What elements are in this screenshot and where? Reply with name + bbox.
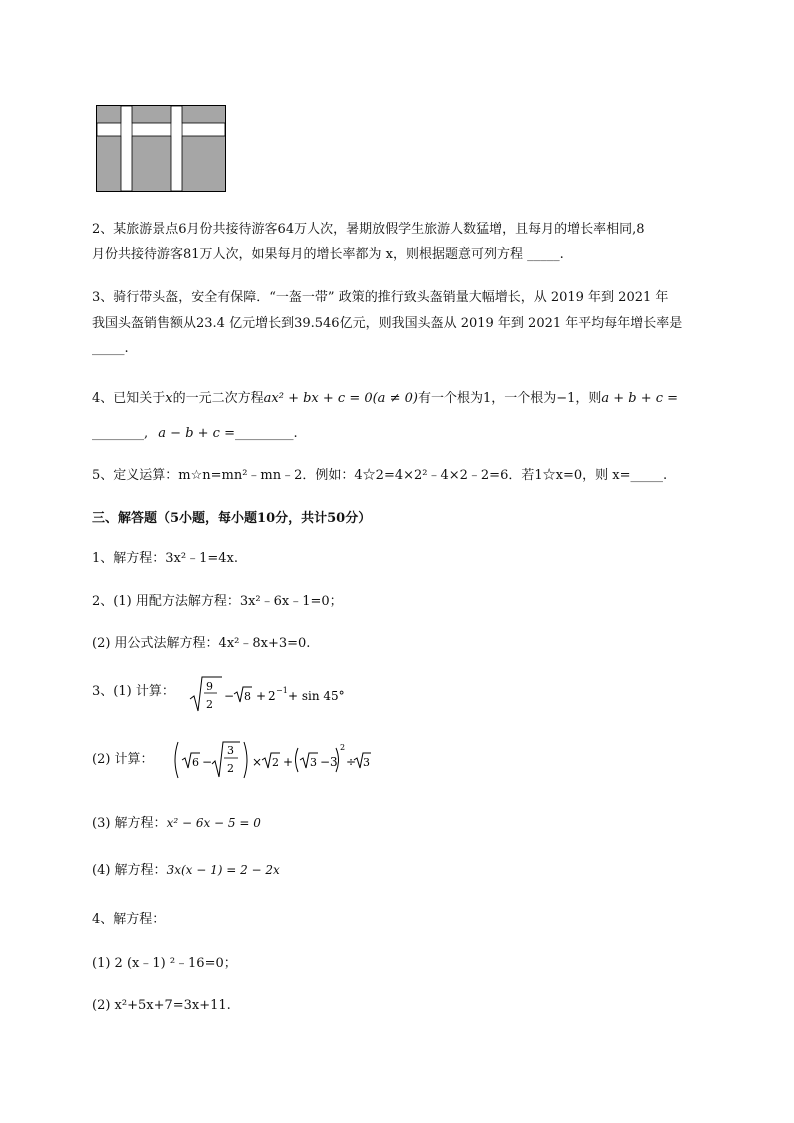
svg-text:−1: −1 bbox=[276, 686, 288, 695]
cross-join-right bbox=[171, 123, 181, 135]
svg-text:3: 3 bbox=[363, 756, 370, 769]
problem-3-line-3: _____. bbox=[92, 341, 129, 356]
q3-part1-expression bbox=[188, 674, 345, 714]
solve-q2-part2: (2) 用公式法解方程：4x²﹣8x+3=0. bbox=[92, 636, 311, 651]
solve-q3-part3-label: (3) 解方程： bbox=[92, 816, 167, 831]
svg-text:−: − bbox=[224, 689, 235, 703]
problem-2-line-1: 2、某旅游景点6月份共接待游客64万人次，暑期放假学生旅游人数猛增，且每月的增长率相同,8 bbox=[92, 222, 645, 237]
problem-4-mid: 的一元二次方程 bbox=[172, 391, 264, 406]
solve-q2-part1: 2、(1) 用配方法解方程：3x²﹣6x﹣1=0； bbox=[92, 594, 343, 609]
svg-text:2: 2 bbox=[340, 743, 346, 752]
problem-2-line-2: 月份共接待游客81万人次，如果每月的增长率都为 x，则根据题意可列方程 _____. bbox=[92, 247, 564, 262]
problem-3-line-1: 3、骑行带头盔，安全有保障．“一盔一带” 政策的推行致头盔销量大幅增长，从 2019 年到 2021 年 bbox=[92, 290, 669, 305]
solve-q3-part4-label: (4) 解方程： bbox=[92, 863, 167, 878]
problem-4-blank-1: ________, bbox=[92, 426, 149, 441]
problem-4-blank-2: _________. bbox=[234, 426, 298, 441]
svg-text:+: + bbox=[283, 755, 294, 769]
solve-q4-head: 4、解方程： bbox=[92, 912, 166, 927]
road-figure bbox=[96, 105, 228, 193]
problem-4-tail: 有一个根为1，一个根为−1，则 bbox=[417, 391, 602, 406]
problem-4-ask-1: a + b + c = bbox=[601, 391, 679, 406]
svg-text:2: 2 bbox=[206, 698, 213, 711]
svg-text:6: 6 bbox=[192, 756, 199, 769]
problem-4-lead: 4、已知关于 bbox=[92, 391, 166, 406]
problem-3-line-2: 我国头盔销售额从23.4 亿元增长到39.546亿元，则我国头盔从 2019 年到 2021 年平均每年增长率是 bbox=[92, 316, 683, 331]
problem-4-equation: ax² + bx + c = 0(a ≠ 0) bbox=[263, 391, 418, 406]
svg-text:2: 2 bbox=[268, 689, 276, 703]
solve-q4-part1: (1) 2 (x﹣1) ²﹣16=0； bbox=[92, 956, 237, 971]
q3-part2-expression bbox=[172, 738, 372, 782]
svg-text:2: 2 bbox=[227, 762, 234, 775]
svg-text:2: 2 bbox=[272, 756, 279, 769]
solve-q3-part3-equation: x² − 6x − 5 = 0 bbox=[166, 816, 261, 830]
solve-q3-part3 bbox=[92, 815, 261, 832]
vertical-road-left bbox=[121, 106, 132, 191]
svg-text:+: + bbox=[256, 689, 267, 703]
vertical-road-right bbox=[171, 106, 182, 191]
problem-4-ask-2: a − b + c = bbox=[158, 426, 235, 441]
solve-q3-part1-label: 3、(1) 计算： bbox=[92, 684, 175, 699]
svg-text:÷: ÷ bbox=[346, 755, 357, 769]
svg-text:+ sin 45°: + sin 45° bbox=[288, 689, 345, 703]
svg-text:3: 3 bbox=[310, 756, 317, 769]
svg-text:−: − bbox=[202, 755, 213, 769]
horizontal-road bbox=[97, 123, 225, 136]
solve-q3-part2-label: (2) 计算： bbox=[92, 752, 154, 767]
svg-text:×: × bbox=[252, 755, 263, 769]
svg-text:9: 9 bbox=[206, 680, 213, 693]
problem-5-line: 5、定义运算：m☆n=mn²﹣mn﹣2．例如：4☆2=4×2²﹣4×2﹣2=6．若1☆x=0，则 x=_____. bbox=[92, 468, 668, 483]
field-rect bbox=[97, 106, 226, 192]
solve-q4-part2: (2) x²+5x+7=3x+11. bbox=[92, 998, 231, 1013]
problem-4-var: x bbox=[165, 391, 173, 406]
svg-text:−3: −3 bbox=[320, 755, 338, 769]
solve-q1: 1、解方程：3x²﹣1=4x. bbox=[92, 551, 238, 566]
solve-q3-part4-equation: 3x(x − 1) = 2 − 2x bbox=[166, 863, 280, 877]
problem-4-line-2 bbox=[92, 426, 298, 442]
cross-join-left bbox=[121, 123, 131, 135]
svg-text:3: 3 bbox=[227, 744, 234, 757]
problem-4-line-1 bbox=[92, 391, 678, 407]
svg-text:8: 8 bbox=[244, 690, 251, 703]
solve-q3-part4 bbox=[92, 862, 280, 879]
section-title: 三、解答题（5小题，每小题10分，共计50分） bbox=[92, 511, 372, 526]
